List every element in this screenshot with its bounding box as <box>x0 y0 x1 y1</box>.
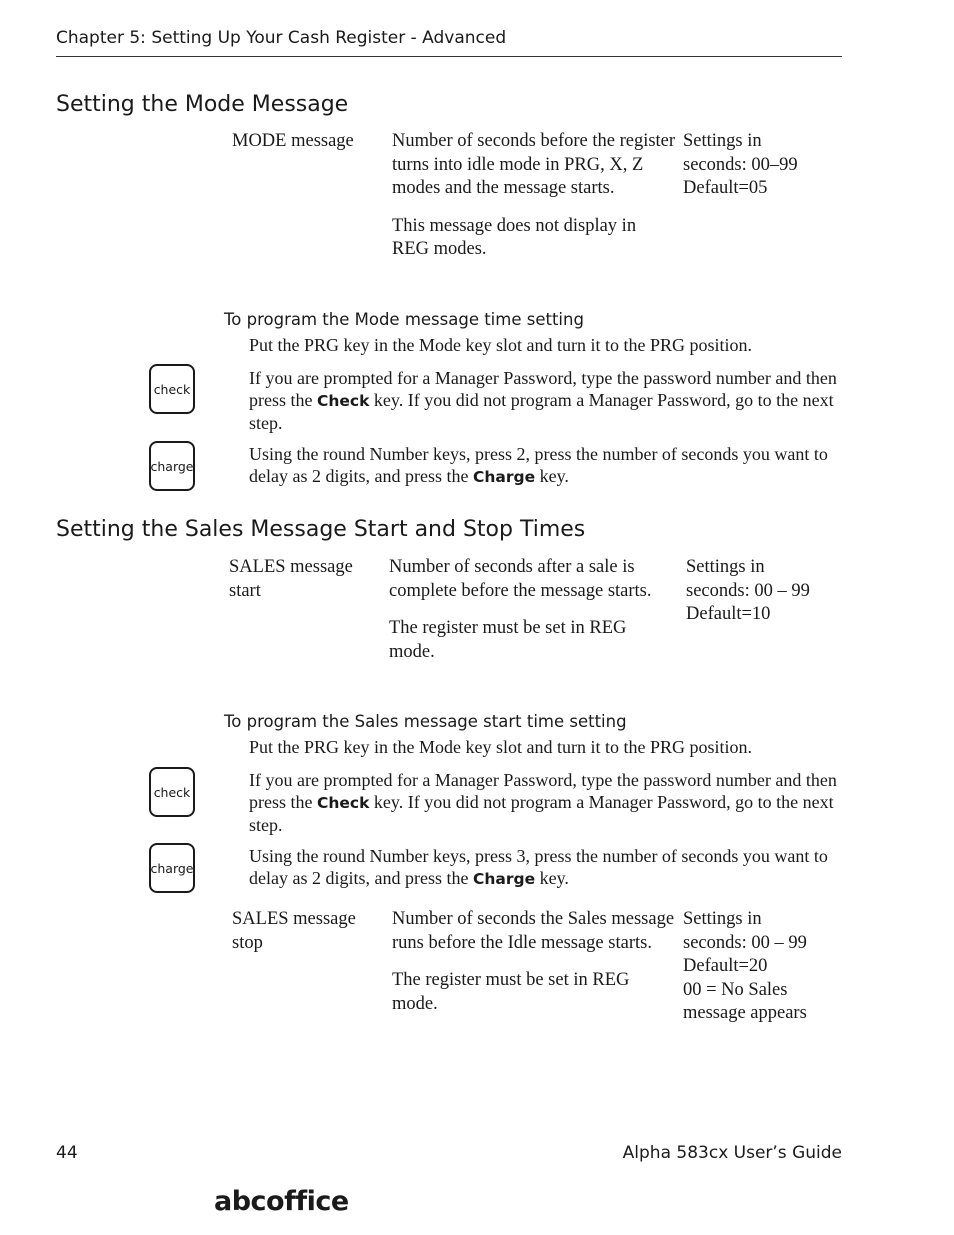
header-rule <box>56 56 842 57</box>
settings-line: Default=05 <box>683 178 768 198</box>
procedure-title-sales-start: To program the Sales message start time setting <box>224 712 627 731</box>
charge-key-label: Charge <box>472 468 536 486</box>
settings-line: seconds: 00–99 <box>683 154 798 175</box>
mode-setting-description <box>392 130 677 262</box>
charge-key-icon: charge <box>149 441 195 491</box>
procedure-step: Using the round Number keys, press 3, press the number of seconds you want to delay as 2 digits, and press the Charge key. <box>249 846 828 888</box>
sales-stop-setting-description <box>392 908 677 1016</box>
settings-line: Settings in <box>683 909 762 929</box>
charge-key-label: Charge <box>472 870 536 888</box>
sales-start-setting-name: SALES message start <box>229 557 353 601</box>
procedure-step: Put the PRG key in the Mode key slot and turn it to the PRG position. <box>249 335 752 355</box>
sales-start-setting-description <box>389 556 674 664</box>
description-paragraph: Number of seconds before the register turns into idle mode in PRG, X, Z modes and the message starts. <box>392 131 676 198</box>
settings-line: Default=20 <box>683 956 768 976</box>
charge-key-icon: charge <box>149 843 195 893</box>
page-number: 44 <box>56 1143 78 1163</box>
mode-setting-name: MODE message <box>232 131 354 151</box>
check-key-label: Check <box>316 392 370 410</box>
settings-line: Settings in <box>683 131 762 151</box>
settings-line: 00 = No Sales message appears <box>683 979 807 1023</box>
check-key-icon: check <box>149 767 195 817</box>
section-title-mode-message: Setting the Mode Message <box>56 92 349 117</box>
description-paragraph: Number of seconds after a sale is complete before the message starts. <box>389 557 652 601</box>
sales-stop-setting-range <box>683 908 843 1026</box>
sales-stop-setting-name: SALES message stop <box>232 909 356 953</box>
description-paragraph: Number of seconds the Sales message runs before the Idle message starts. <box>392 909 675 953</box>
guide-title: Alpha 583cx User’s Guide <box>622 1143 842 1163</box>
check-key-label: Check <box>316 794 370 812</box>
procedure-title-mode: To program the Mode message time setting <box>224 310 584 329</box>
procedure-step: If you are prompted for a Manager Password, type the password number and then press the Check key. If you did not program a Manager Password, go to the next step. <box>249 770 837 835</box>
running-header: Chapter 5: Setting Up Your Cash Register - Advanced <box>56 28 507 48</box>
check-key-icon: check <box>149 364 195 414</box>
settings-line: Settings in <box>686 557 765 577</box>
description-paragraph: This message does not display in REG modes. <box>392 215 637 259</box>
number-key-value: 3 <box>516 846 526 866</box>
number-key-value: 2 <box>516 444 526 464</box>
procedure-step: If you are prompted for a Manager Password, type the password number and then press the Check key. If you did not program a Manager Password, go to the next step. <box>249 368 837 433</box>
description-paragraph: The register must be set in REG mode. <box>392 970 630 1014</box>
section-title-sales-message: Setting the Sales Message Start and Stop Times <box>56 517 586 542</box>
procedure-step: Put the PRG key in the Mode key slot and turn it to the PRG position. <box>249 737 752 757</box>
settings-line: seconds: 00 – 99 <box>683 932 807 953</box>
mode-setting-range <box>683 130 843 201</box>
settings-line: Default=10 <box>686 604 771 624</box>
brand-logo: abcoffice <box>214 1186 349 1217</box>
settings-line: seconds: 00 – 99 <box>686 580 810 601</box>
sales-start-setting-range <box>686 556 846 627</box>
description-paragraph: The register must be set in REG mode. <box>389 618 627 662</box>
procedure-step: Using the round Number keys, press 2, press the number of seconds you want to delay as 2 digits, and press the Charge key. <box>249 444 828 486</box>
